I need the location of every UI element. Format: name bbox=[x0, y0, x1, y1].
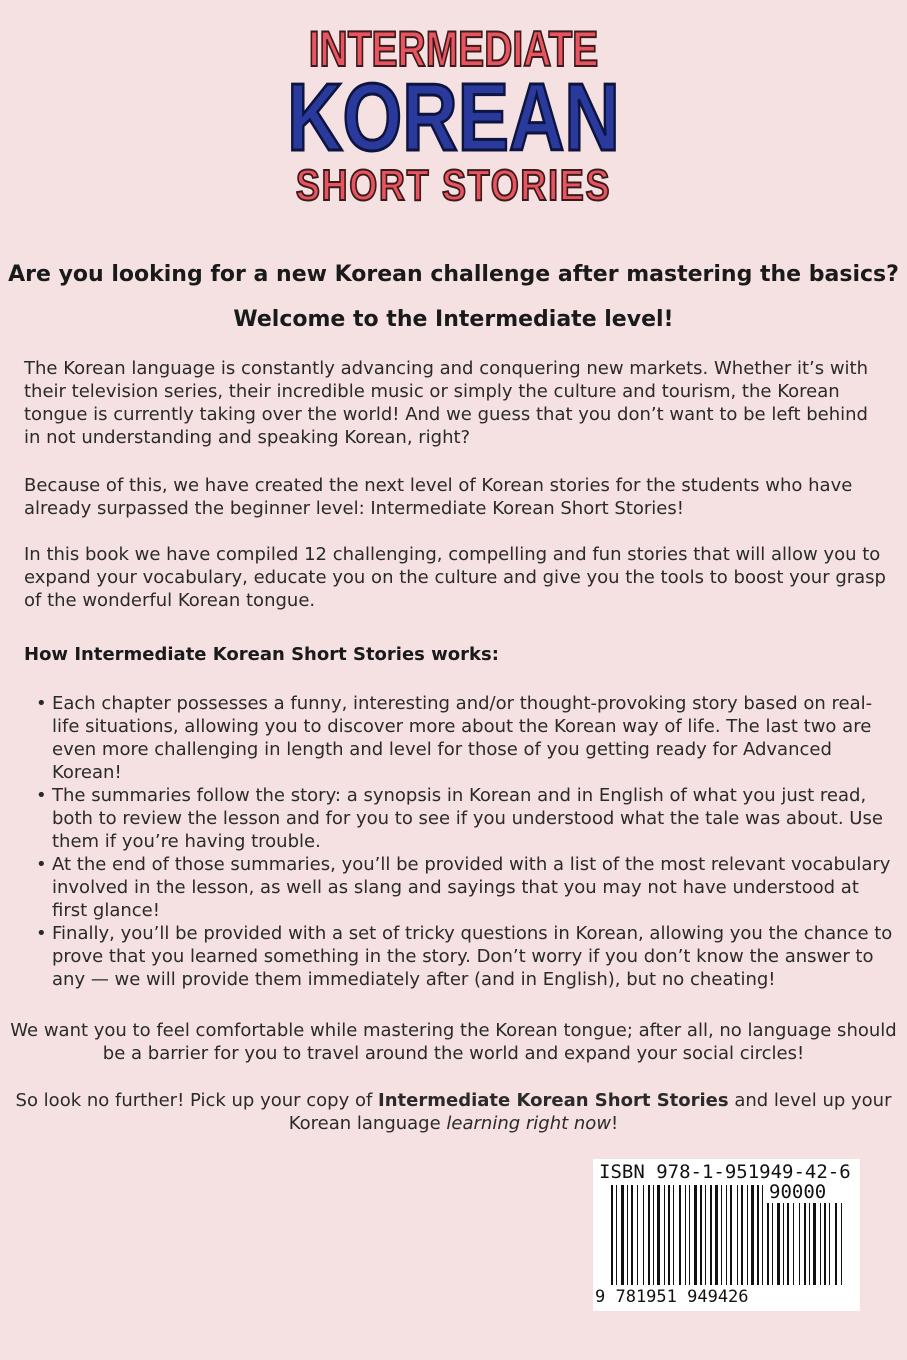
features-list bbox=[24, 692, 894, 991]
book-contents-paragraph: In this book we have compiled 12 challenging, compelling and fun stories that will allow you to expand your vocabulary, educate you on the culture and give you the tools to boost your grasp of the wonderful Korean tongue. bbox=[24, 544, 886, 611]
barcode-bar bbox=[829, 1203, 830, 1285]
emphasis-text: learning right now bbox=[446, 1113, 612, 1134]
barcode-bar bbox=[657, 1185, 660, 1285]
barcode-bar bbox=[673, 1185, 674, 1285]
barcode-bar bbox=[737, 1185, 738, 1285]
because-paragraph: Because of this, we have created the next level of Korean stories for the students who have already surpassed the beginner level: Intermediate Korean Short Stories! bbox=[24, 475, 853, 519]
barcode-bar bbox=[730, 1185, 732, 1285]
barcode-bar bbox=[705, 1185, 706, 1285]
barcode-bar bbox=[783, 1203, 784, 1285]
headline-question: Are you looking for a new Korean challenge after mastering the basics? bbox=[8, 262, 899, 287]
barcode-bar bbox=[841, 1203, 842, 1285]
barcode-bar bbox=[689, 1185, 690, 1285]
intro-paragraph: The Korean language is constantly advancing and conquering new markets. Whether it’s with their television series, their incredible music or simply the culture and tourism, the Korean tongue is currently taking over the world! And we guess that you don’t want to be left behind in not understanding and speaking Korean, right? bbox=[24, 358, 869, 448]
barcode-bar bbox=[777, 1203, 780, 1285]
barcode-bar bbox=[648, 1185, 650, 1285]
feature-item bbox=[24, 922, 894, 991]
feature-text: Finally, you’ll be provided with a set of tricky questions in Korean, allowing you the chance to prove that you learned something in the story. Don’t worry if you don’t know the answer to any — we will provide them immediately after (and in English), but no cheating! bbox=[52, 923, 893, 990]
barcode-bar bbox=[721, 1185, 722, 1285]
barcode-bar bbox=[804, 1203, 806, 1285]
headline-welcome: Welcome to the Intermediate level! bbox=[233, 307, 674, 332]
feature-text: At the end of those summaries, you’ll be provided with a list of the most relevant vocabulary involved in the lesson, as well as slang and sayings that you may not have understood at first glance! bbox=[52, 854, 891, 921]
title-korean: KOREAN bbox=[287, 64, 620, 171]
cover-title bbox=[0, 21, 907, 210]
barcode-bar bbox=[799, 1203, 800, 1285]
bullet-dot: • bbox=[36, 854, 47, 875]
barcode-bar bbox=[767, 1203, 769, 1285]
feature-item bbox=[24, 692, 894, 784]
barcode-bar bbox=[627, 1185, 628, 1285]
barcode-bar bbox=[772, 1203, 773, 1285]
barcode-bar bbox=[793, 1203, 794, 1285]
closing-paragraph: We want you to feel comfortable while mastering the Korean tongue; after all, no language should be a barrier for you to travel around the world and expand your social circles! bbox=[10, 1020, 897, 1064]
feature-item bbox=[24, 853, 894, 922]
barcode bbox=[593, 1159, 860, 1311]
isbn-label: ISBN 978-1-951949-42-6 bbox=[599, 1161, 851, 1183]
barcode-bar bbox=[757, 1185, 759, 1285]
barcode-bar bbox=[694, 1185, 697, 1285]
barcode-bar bbox=[611, 1185, 613, 1285]
barcode-bar bbox=[813, 1203, 816, 1285]
barcode-bar bbox=[631, 1185, 633, 1285]
barcode-bar bbox=[824, 1203, 826, 1285]
bullet-dot: • bbox=[36, 693, 47, 714]
title-short-stories: SHORT STORIES bbox=[295, 161, 612, 210]
feature-item bbox=[24, 784, 894, 853]
barcode-bar bbox=[809, 1203, 810, 1285]
ean-digits: 9 781951 949426 bbox=[595, 1287, 749, 1307]
barcode-bar bbox=[726, 1185, 727, 1285]
barcode-bar bbox=[787, 1203, 789, 1285]
bullet-dot: • bbox=[36, 923, 47, 944]
barcode-bar bbox=[741, 1185, 743, 1285]
book-title-inline: Intermediate Korean Short Stories bbox=[378, 1090, 729, 1111]
barcode-bar bbox=[685, 1185, 686, 1285]
feature-text: Each chapter possesses a funny, interesting and/or thought-provoking story based on real-life situations, allowing you to discover more about the Korean way of life. The last two are even more challenging in length and level for those of you getting ready for Advanced Korean! bbox=[52, 693, 873, 783]
barcode-bar bbox=[747, 1185, 748, 1285]
barcode-bar bbox=[653, 1185, 654, 1285]
barcode-bar bbox=[621, 1185, 624, 1285]
title-intermediate: INTERMEDIATE bbox=[308, 21, 599, 77]
bullet-dot: • bbox=[36, 785, 47, 806]
feature-text: The summaries follow the story: a synopsis in Korean and in English of what you just read, both to review the lesson and for you to see if you understood what the tale was about. Use them if you’re having trouble. bbox=[52, 785, 883, 852]
barcode-bar bbox=[668, 1185, 670, 1285]
barcode-bar bbox=[710, 1185, 712, 1285]
barcode-bar bbox=[679, 1185, 681, 1285]
price-code: 90000 bbox=[769, 1181, 827, 1203]
call-to-action: So look no further! Pick up your copy of Intermediate Korean Short Stories and level up your Korean language learning right now! bbox=[15, 1090, 892, 1134]
barcode-bar bbox=[762, 1185, 763, 1285]
how-it-works-heading: How Intermediate Korean Short Stories works: bbox=[24, 644, 499, 665]
barcode-bar bbox=[820, 1203, 821, 1285]
barcode-bar bbox=[664, 1185, 665, 1285]
barcode-bar bbox=[643, 1185, 644, 1285]
barcode-bar bbox=[616, 1185, 617, 1285]
barcode-bar bbox=[637, 1185, 638, 1285]
barcode-bar bbox=[715, 1185, 718, 1285]
barcode-bar bbox=[835, 1203, 837, 1285]
barcode-bar bbox=[700, 1185, 702, 1285]
barcode-bar bbox=[751, 1185, 754, 1285]
